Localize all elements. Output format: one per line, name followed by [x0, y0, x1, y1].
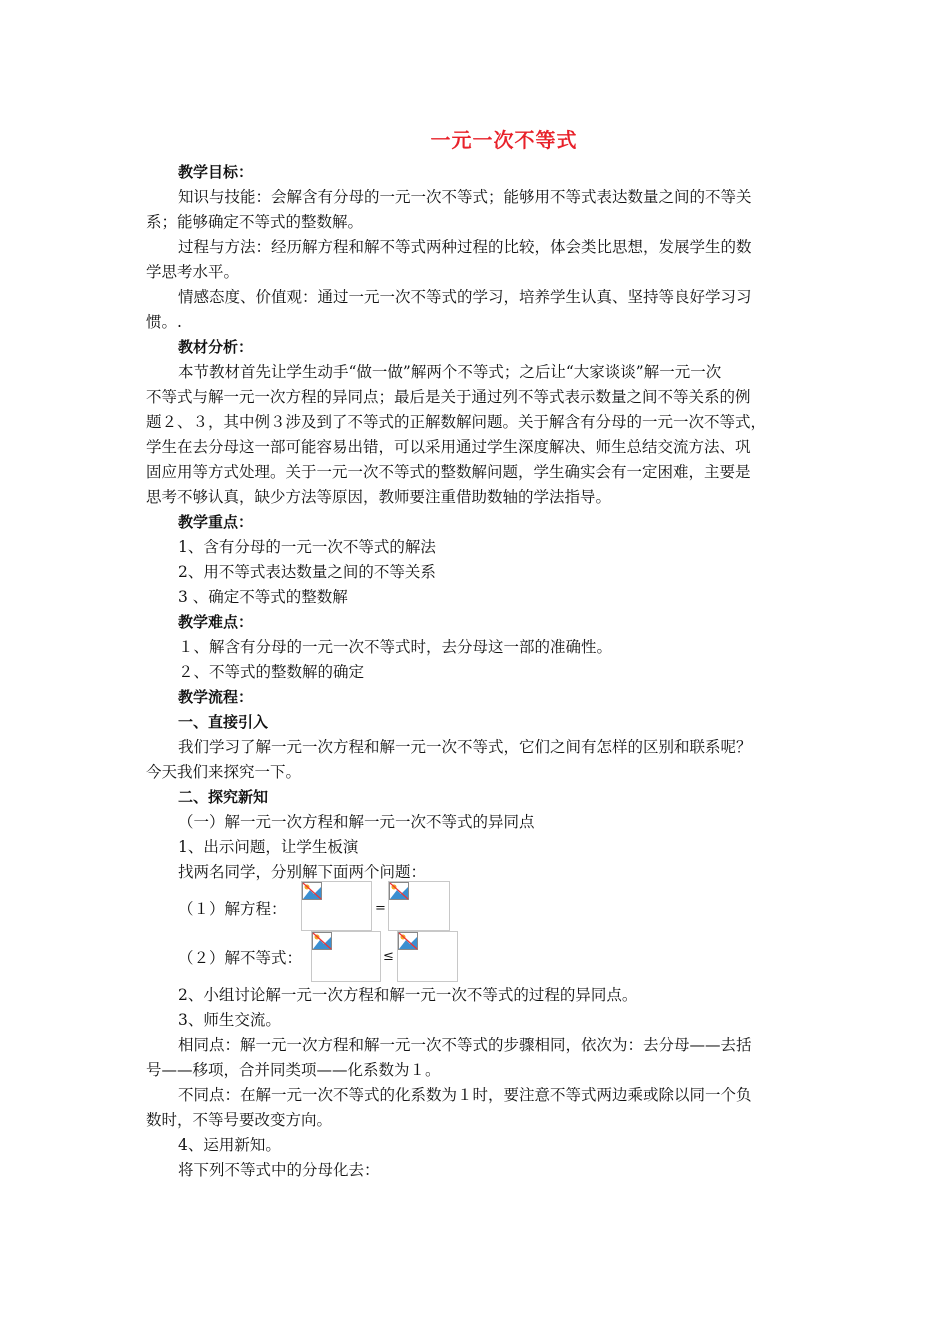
list-item: 3 、确定不等式的整数解 — [178, 588, 348, 606]
equals-sign: = — [375, 901, 386, 916]
paragraph-line: 固应用等方式处理。关于一元一次不等式的整数解问题，学生确实会有一定困难，主要是 — [146, 463, 751, 481]
paragraph-line: 学生在去分母这一部可能容易出错，可以采用通过学生深度解决、师生总结交流方法、巩 — [146, 438, 751, 456]
paragraph-line: 知识与技能：会解含有分母的一元一次不等式；能够用不等式表达数量之间的不等关 — [178, 188, 752, 206]
formula-image — [311, 931, 381, 982]
broken-image-icon — [389, 882, 409, 900]
heading-teaching-flow: 教学流程： — [178, 688, 254, 706]
step-item: 2、小组讨论解一元一次方程和解一元一次不等式的过程的异同点。 — [178, 986, 638, 1004]
step-item: 1、出示问题，让学生板演 — [178, 838, 359, 856]
paragraph-line: 学思考水平。 — [146, 263, 240, 281]
heading-part-1: 一、直接引入 — [178, 713, 269, 731]
formula-image — [301, 881, 372, 931]
problem-1-label: （１）解方程： — [178, 900, 287, 918]
list-item: 2、用不等式表达数量之间的不等关系 — [178, 563, 436, 581]
paragraph-line: 今天我们来探究一下。 — [146, 763, 302, 781]
paragraph-line: 号——移项，合并同类项——化系数为１。 — [146, 1061, 441, 1079]
heading-part-2: 二、探究新知 — [178, 788, 269, 806]
paragraph-line: 不同点：在解一元一次不等式的化系数为１时，要注意不等式两边乘或除以同一个负 — [178, 1086, 752, 1104]
paragraph-line: 找两名同学，分别解下面两个问题： — [178, 863, 427, 881]
subheading: （一）解一元一次方程和解一元一次不等式的异同点 — [178, 813, 535, 831]
problem-2-label: （２）解不等式： — [178, 949, 303, 967]
list-item: １、解含有分母的一元一次不等式时，去分母这一部的准确性。 — [178, 638, 613, 656]
list-item: 1、含有分母的一元一次不等式的解法 — [178, 538, 436, 556]
paragraph-line: 系；能够确定不等式的整数解。 — [146, 213, 364, 231]
heading-key-points: 教学重点： — [178, 513, 254, 531]
paragraph-line: 本节教材首先让学生动手“做一做”解两个不等式；之后让“大家谈谈”解一元一次 — [178, 363, 722, 381]
paragraph-line: 惯。. — [146, 313, 182, 331]
step-item: 3、师生交流。 — [178, 1011, 281, 1029]
paragraph-line: 数时，不等号要改变方向。 — [146, 1111, 333, 1129]
paragraph-line: 将下列不等式中的分母化去： — [178, 1161, 380, 1179]
formula-image — [397, 931, 458, 982]
broken-image-icon — [302, 882, 322, 900]
paragraph-line: 相同点：解一元一次方程和解一元一次不等式的步骤相同，依次为：去分母——去括 — [178, 1036, 752, 1054]
broken-image-icon — [398, 932, 418, 950]
step-item: 4、运用新知。 — [178, 1136, 281, 1154]
list-item: ２、不等式的整数解的确定 — [178, 663, 365, 681]
page-title: 一元一次不等式 — [430, 128, 578, 152]
paragraph-line: 题２、３，其中例３涉及到了不等式的正解数解问题。关于解含有分母的一元一次不等式， — [146, 413, 767, 431]
paragraph-line: 过程与方法：经历解方程和解不等式两种过程的比较，体会类比思想，发展学生的数 — [178, 238, 752, 256]
broken-image-icon — [312, 932, 332, 950]
paragraph-line: 情感态度、价值观：通过一元一次不等式的学习，培养学生认真、坚持等良好学习习 — [178, 288, 752, 306]
heading-goals: 教学目标： — [178, 163, 254, 181]
paragraph-line: 不等式与解一元一次方程的异同点；最后是关于通过列不等式表示数量之间不等关系的例 — [146, 388, 751, 406]
paragraph-line: 我们学习了解一元一次方程和解一元一次不等式，它们之间有怎样的区别和联系呢？ — [178, 738, 752, 756]
less-equal-sign: ≤ — [383, 949, 394, 964]
formula-image — [388, 881, 450, 931]
heading-difficult-points: 教学难点： — [178, 613, 254, 631]
heading-analysis: 教材分析： — [178, 338, 254, 356]
paragraph-line: 思考不够认真，缺少方法等原因，教师要注重借助数轴的学法指导。 — [146, 488, 612, 506]
